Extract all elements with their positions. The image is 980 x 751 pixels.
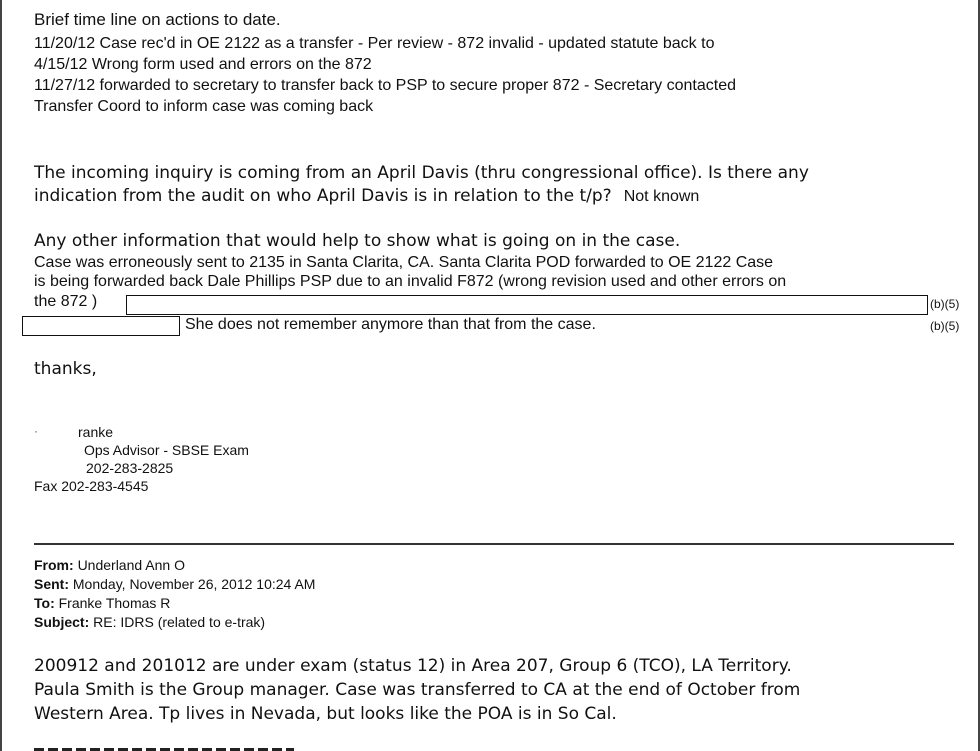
other-info-line: Case was erroneously sent to 2135 in Santa Clarita, CA. Santa Clarita POD forwarded to OE 2122 Case: [34, 254, 774, 271]
subject-value: RE: IDRS (related to e-trak): [93, 614, 266, 630]
email-subject: [34, 614, 265, 630]
cut-off-text-line: [34, 744, 294, 751]
sent-label: Sent:: [34, 576, 69, 592]
sent-value: Monday, November 26, 2012 10:24 AM: [72, 576, 316, 592]
email-to: [34, 595, 170, 611]
email-sent: [34, 576, 315, 592]
other-info-question: Any other information that would help to show what is going on in the case.: [34, 231, 681, 251]
scan-speck: ·: [34, 424, 38, 438]
redaction-box: [22, 316, 180, 336]
from-value: Underland Ann O: [77, 557, 185, 573]
email-divider: [34, 543, 954, 545]
inquiry-answer: Not known: [623, 188, 700, 205]
timeline-line: 4/15/12 Wrong form used and errors on the 872: [34, 56, 372, 73]
exemption-code: (b)(5): [930, 319, 960, 333]
timeline-line: 11/27/12 forwarded to secretary to transfer back to PSP to secure proper 872 - Secretary contacted: [34, 77, 737, 94]
inquiry-line: The incoming inquiry is coming from an April Davis (thru congressional office). Is there any: [34, 163, 809, 183]
email-body-line: 200912 and 201012 are under exam (status 12) in Area 207, Group 6 (TCO), LA Territory.: [34, 656, 792, 676]
closing: thanks,: [34, 359, 97, 379]
signature-title: Ops Advisor - SBSE Exam: [84, 442, 249, 458]
other-info-line: is being forwarded back Dale Phillips PSP due to an invalid F872 (wrong revision used and other errors on: [34, 273, 787, 290]
exemption-code: (b)(5): [930, 297, 960, 311]
signature-name: ranke: [78, 424, 114, 440]
signature-fax: Fax 202-283-4545: [34, 478, 149, 494]
to-label: To:: [34, 595, 55, 611]
subject-label: Subject:: [34, 614, 90, 630]
from-label: From:: [34, 557, 74, 573]
inquiry-question: indication from the audit on who April Davis is in relation to the t/p?: [34, 186, 612, 206]
email-body-line: Paula Smith is the Group manager. Case was transferred to CA at the end of October from: [34, 680, 801, 700]
timeline-line: Transfer Coord to inform case was coming back: [34, 98, 374, 115]
timeline-line: 11/20/12 Case rec'd in OE 2122 as a transfer - Per review - 872 invalid - updated statute back to: [34, 35, 715, 52]
other-info-line: She does not remember anymore than that from the case.: [185, 316, 596, 333]
email-body-line: Western Area. Tp lives in Nevada, but looks like the POA is in So Cal.: [34, 704, 617, 724]
email-from: [34, 557, 185, 573]
to-value: Franke Thomas R: [58, 595, 171, 611]
inquiry-line-2: [34, 186, 699, 206]
timeline-heading: Brief time line on actions to date.: [34, 10, 281, 29]
redaction-box: [126, 295, 928, 315]
other-info-line: the 872 ): [34, 293, 98, 310]
signature-phone: 202-283-2825: [86, 460, 174, 476]
